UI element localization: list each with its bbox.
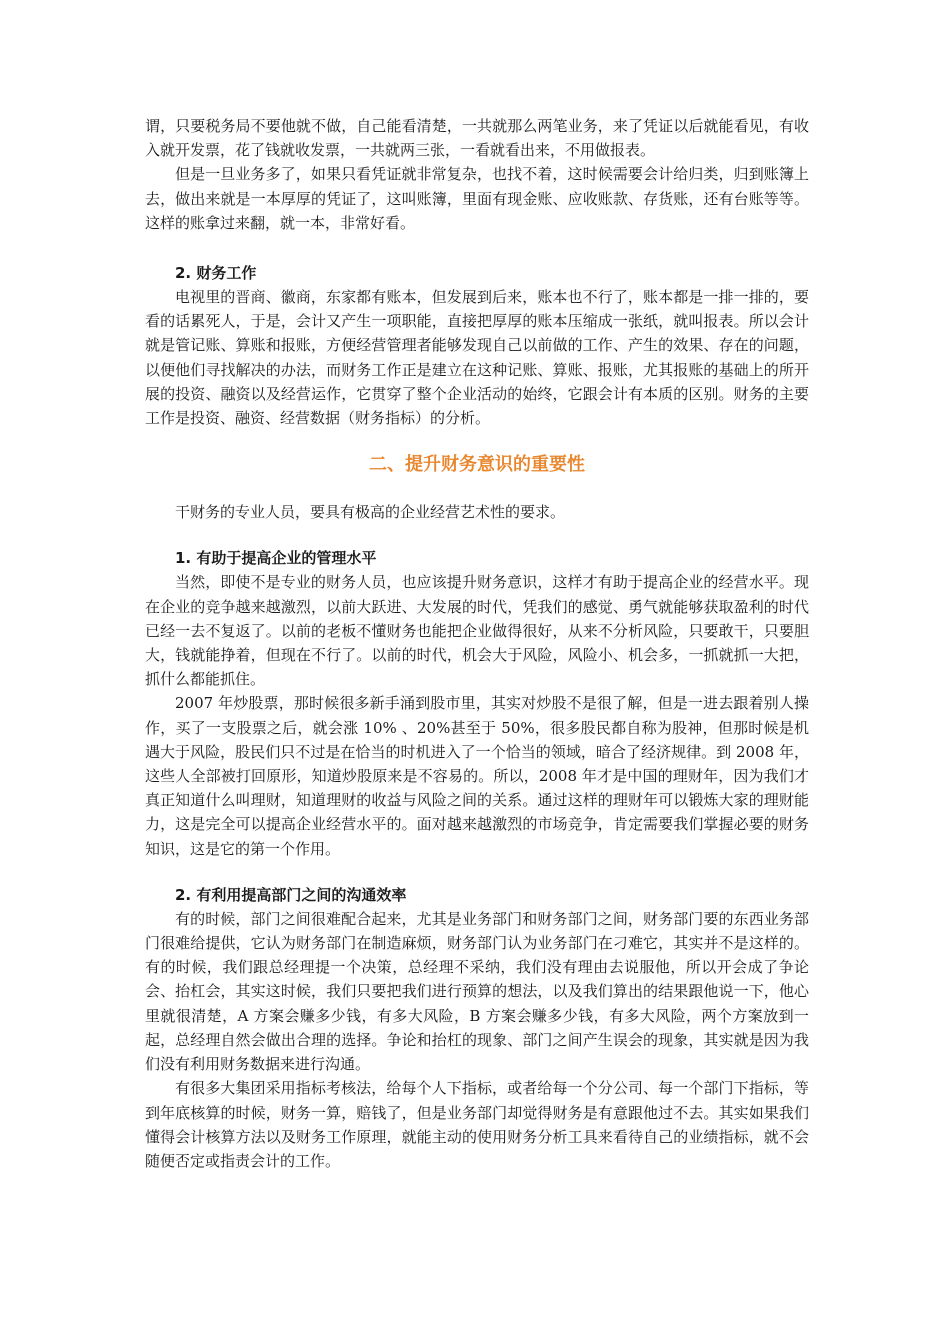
paragraph: 谓，只要税务局不要他就不做，自己能看清楚，一共就那么两笔业务，来了凭证以后就能看见，有收入就开发票，花了钱就收发票，一共就两三张，一看就看出来，不用做报表。 [145,117,809,160]
paragraph: 2007 年炒股票，那时候很多新手涌到股市里，其实对炒股不是很了解，但是一进去跟着别人操作，买了一支股票之后，就会涨 10% 、20%甚至于 50%，很多股民都自称为股神，但那时候是机遇大于风险，股民们只不过是在恰当的时机进入了一个恰当的领域，暗合了经济规律。到 2008 年，这些人全部被打回原形，知道炒股原来是不容易的。所以，2008 年才是中国的理财年，因为我们才真正知道什么叫理财，知道理财的收益与风险之间的关系。通过这样的理财年可以锻炼大家的理财能力，这是完全可以提高企业经营水平的。面对越来越激烈的市场竞争，肯定需要我们掌握必要的财务知识，这是它的第一个作用。 [145,694,809,858]
chapter-title: 二、提升财务意识的重要性 [369,454,585,476]
paragraph: 当然，即使不是专业的财务人员，也应该提升财务意识，这样才有助于提高企业的经营水平。现在企业的竞争越来越激烈，以前大跃进、大发展的时代，凭我们的感觉、勇气就能够获取盈利的时代已经一去不复返了。以前的老板不懂财务也能把企业做得很好，从来不分析风险，只要敢干，只要胆大，钱就能挣着，但现在不行了。以前的时代，机会大于风险，风险小、机会多，一抓就抓一大把，抓什么都能抓住。 [145,573,809,689]
section-heading-management: 1. 有助于提高企业的管理水平 [175,549,377,568]
document-page [145,114,809,1173]
section-heading-finance-work: 2. 财务工作 [175,264,257,283]
intro-paragraph: 干财务的专业人员，要具有极高的企业经营艺术性的要求。 [175,503,566,522]
paragraph: 有很多大集团采用指标考核法，给每个人下指标，或者给每一个分公司、每一个部门下指标，等到年底核算的时候，财务一算，赔钱了，但是业务部门却觉得财务是有意跟他过不去。其实如果我们懂得会计核算方法以及财务工作原理，就能主动的使用财务分析工具来看待自己的业绩指标，就不会随便否定或指责会计的工作。 [145,1079,809,1170]
paragraph: 电视里的晋商、徽商，东家都有账本，但发展到后来，账本也不行了，账本都是一排一排的，要看的话累死人，于是，会计又产生一项职能，直接把厚厚的账本压缩成一张纸，就叫报表。所以会计就是管记账、算账和报账，方便经营管理者能够发现自己以前做的工作、产生的效果、存在的问题，以便他们寻找解决的办法，而财务工作正是建立在这种记账、算账、报账，尤其报账的基础上的所开展的投资、融资以及经营运作，它贯穿了整个企业活动的始终，它跟会计有本质的区别。财务的主要工作是投资、融资、经营数据（财务指标）的分析。 [145,288,809,428]
paragraph: 但是一旦业务多了，如果只看凭证就非常复杂，也找不着，这时候需要会计给归类，归到账簿上去，做出来就是一本厚厚的凭证了，这叫账簿，里面有现金账、应收账款、存货账，还有台账等等。这样的账拿过来翻，就一本，非常好看。 [145,165,809,232]
paragraph: 有的时候，部门之间很难配合起来，尤其是业务部门和财务部门之间，财务部门要的东西业务部门很难给提供，它认为财务部门在制造麻烦，财务部门认为业务部门在刁难它，其实并不是这样的。有的时候，我们跟总经理提一个决策，总经理不采纳，我们没有理由去说服他，所以开会成了争论会、抬杠会，其实这时候，我们只要把我们进行预算的想法，以及我们算出的结果跟他说一下，他心里就很清楚，A 方案会赚多少钱，有多大风险，B 方案会赚多少钱，有多大风险，两个方案放到一起，总经理自然会做出合理的选择。争论和抬杠的现象、部门之间产生误会的现象，其实就是因为我们没有利用财务数据来进行沟通。 [145,909,809,1074]
section-heading-communication: 2. 有利用提高部门之间的沟通效率 [175,885,407,904]
